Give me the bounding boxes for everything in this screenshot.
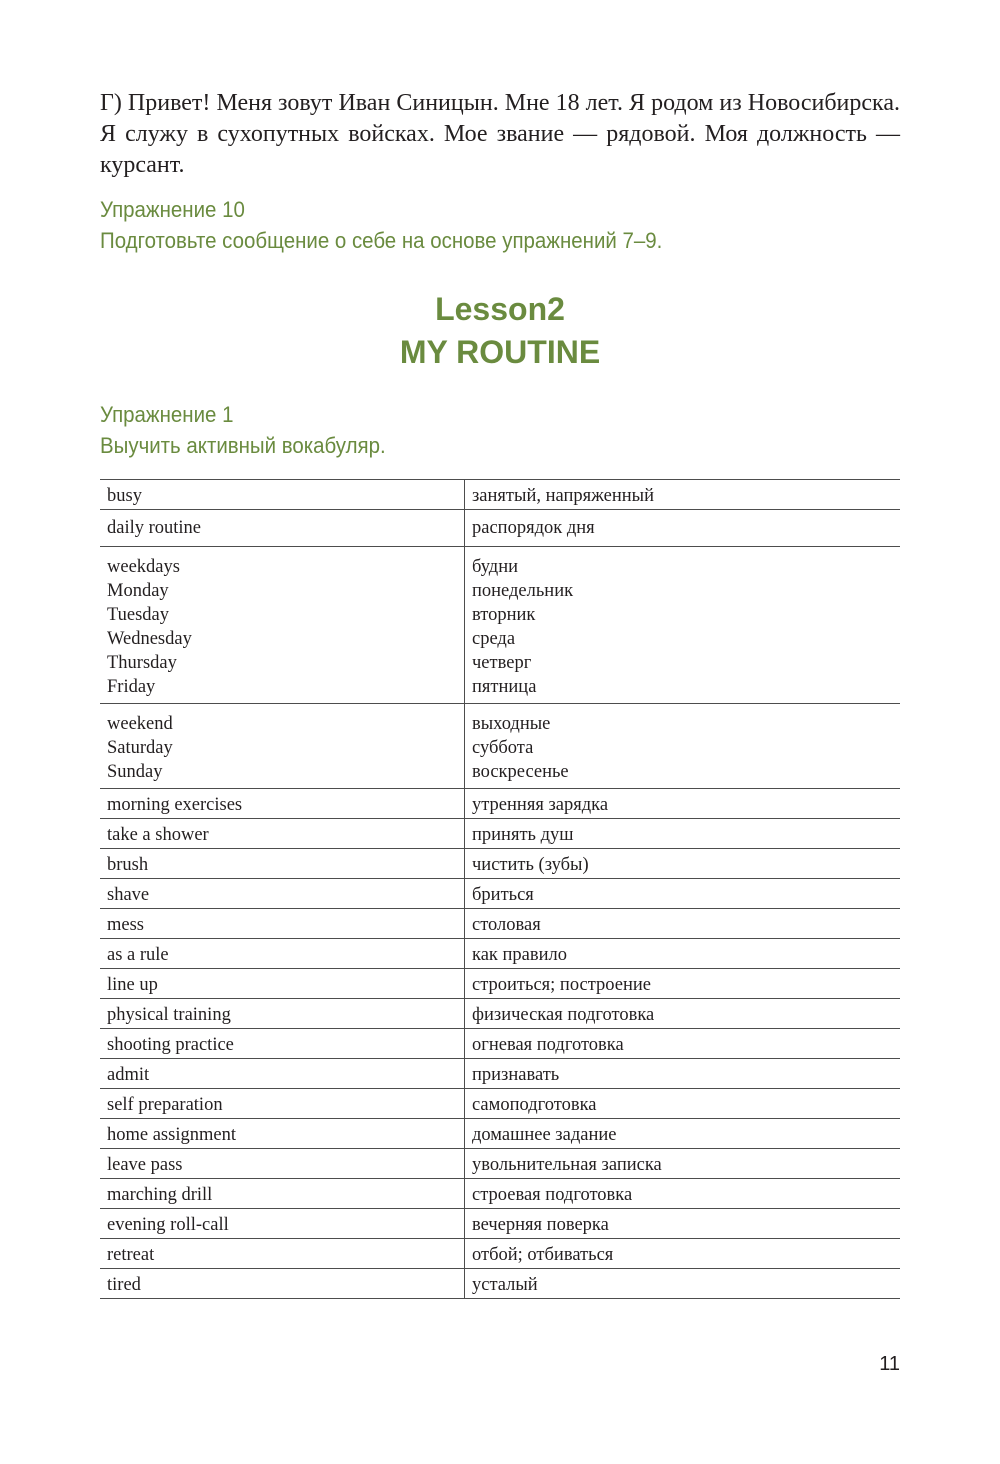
english-term: tired bbox=[107, 1275, 141, 1295]
english-term: Friday bbox=[107, 677, 156, 697]
russian-translation-cell bbox=[465, 1239, 901, 1269]
russian-translation: строевая подготовка bbox=[472, 1185, 633, 1205]
english-term-cell bbox=[100, 939, 465, 969]
vocabulary-row bbox=[100, 849, 900, 879]
russian-translation: домашнее задание bbox=[472, 1125, 617, 1145]
vocabulary-row bbox=[100, 1239, 900, 1269]
intro-paragraph: Г) Привет! Меня зовут Иван Синицын. Мне 18 лет. Я родом из Новосибирска. Я служу в сухопутных войсках. Мое звание — рядовой. Моя должность — курсант. bbox=[100, 90, 900, 178]
russian-translation: выходные bbox=[472, 714, 551, 734]
russian-translation: чистить (зубы) bbox=[472, 855, 589, 875]
exercise-1 bbox=[100, 399, 844, 461]
english-term-cell bbox=[100, 1179, 465, 1209]
russian-translation-cell bbox=[465, 789, 901, 819]
vocabulary-row bbox=[100, 1119, 900, 1149]
russian-translation-cell bbox=[465, 909, 901, 939]
russian-translation-cell bbox=[465, 1029, 901, 1059]
russian-translation-cell bbox=[465, 1209, 901, 1239]
russian-translation: будни bbox=[472, 557, 519, 577]
russian-translation: усталый bbox=[472, 1275, 538, 1295]
russian-translation: утренняя зарядка bbox=[472, 795, 609, 815]
vocabulary-row bbox=[100, 969, 900, 999]
english-term-cell bbox=[100, 909, 465, 939]
russian-translation: строиться; построение bbox=[472, 975, 652, 995]
vocabulary-row bbox=[100, 1029, 900, 1059]
english-term: Thursday bbox=[107, 653, 177, 673]
english-term: busy bbox=[107, 486, 142, 506]
russian-translation: физическая подготовка bbox=[472, 1005, 655, 1025]
russian-translation: принять душ bbox=[472, 825, 574, 845]
russian-translation: занятый, напряженный bbox=[472, 486, 655, 506]
english-term-cell bbox=[100, 704, 465, 789]
english-term: line up bbox=[107, 975, 158, 995]
russian-translation-cell bbox=[465, 969, 901, 999]
russian-translation: воскресенье bbox=[472, 762, 569, 782]
russian-translation: понедельник bbox=[472, 581, 574, 601]
vocabulary-row bbox=[100, 704, 900, 789]
russian-translation-cell bbox=[465, 1149, 901, 1179]
russian-translation-cell bbox=[465, 1089, 901, 1119]
russian-translation-cell bbox=[465, 480, 901, 510]
lesson-title: Lesson2 bbox=[435, 291, 565, 327]
russian-translation-cell bbox=[465, 849, 901, 879]
english-term: as a rule bbox=[107, 945, 169, 965]
russian-translation-cell bbox=[465, 547, 901, 704]
english-term-cell bbox=[100, 1089, 465, 1119]
russian-translation: вечерняя поверка bbox=[472, 1215, 609, 1235]
english-term-cell bbox=[100, 789, 465, 819]
russian-translation: бриться bbox=[472, 885, 534, 905]
english-term-cell bbox=[100, 1119, 465, 1149]
exercise-1-instruction: Выучить активный вокабуляр. bbox=[100, 433, 386, 458]
vocabulary-row bbox=[100, 1269, 900, 1299]
english-term: physical training bbox=[107, 1005, 231, 1025]
english-term: Tuesday bbox=[107, 605, 170, 625]
english-term: daily routine bbox=[107, 518, 202, 538]
russian-translation-cell bbox=[465, 1059, 901, 1089]
russian-translation-cell bbox=[465, 999, 901, 1029]
russian-translation: суббота bbox=[472, 738, 534, 758]
russian-translation: отбой; отбиваться bbox=[472, 1245, 614, 1265]
english-term: retreat bbox=[107, 1245, 155, 1265]
vocabulary-row bbox=[100, 999, 900, 1029]
russian-translation-cell bbox=[465, 939, 901, 969]
english-term: take a shower bbox=[107, 825, 209, 845]
exercise-10 bbox=[100, 194, 844, 256]
english-term-cell bbox=[100, 969, 465, 999]
russian-translation: увольнительная записка bbox=[472, 1155, 662, 1175]
english-term-cell bbox=[100, 1269, 465, 1299]
english-term: home assignment bbox=[107, 1125, 236, 1145]
russian-translation-cell bbox=[465, 1119, 901, 1149]
russian-translation: признавать bbox=[472, 1065, 560, 1085]
english-term-cell bbox=[100, 480, 465, 510]
english-term: evening roll-call bbox=[107, 1215, 229, 1235]
vocabulary-row bbox=[100, 480, 900, 510]
vocabulary-table bbox=[100, 479, 900, 1299]
english-term-cell bbox=[100, 510, 465, 547]
english-term-cell bbox=[100, 1029, 465, 1059]
english-term: admit bbox=[107, 1065, 150, 1085]
english-term-cell bbox=[100, 1059, 465, 1089]
lesson-subtitle: MY ROUTINE bbox=[399, 334, 601, 370]
vocabulary-row bbox=[100, 1179, 900, 1209]
russian-translation-cell bbox=[465, 879, 901, 909]
russian-translation-cell bbox=[465, 1179, 901, 1209]
english-term: shooting practice bbox=[107, 1035, 234, 1055]
russian-translation-cell bbox=[465, 819, 901, 849]
russian-translation: среда bbox=[472, 629, 516, 649]
english-term-cell bbox=[100, 1239, 465, 1269]
english-term-cell bbox=[100, 1149, 465, 1179]
english-term: Monday bbox=[107, 581, 169, 601]
vocabulary-row bbox=[100, 789, 900, 819]
russian-translation: как правило bbox=[472, 945, 568, 965]
english-term: mess bbox=[107, 915, 144, 935]
vocabulary-table-body bbox=[100, 480, 900, 1299]
english-term-cell bbox=[100, 849, 465, 879]
english-term: Saturday bbox=[107, 738, 173, 758]
english-term-cell bbox=[100, 879, 465, 909]
english-term: brush bbox=[107, 855, 149, 875]
vocabulary-row bbox=[100, 1209, 900, 1239]
english-term: weekdays bbox=[107, 557, 180, 577]
russian-translation: пятница bbox=[472, 677, 537, 697]
english-term: marching drill bbox=[107, 1185, 213, 1205]
vocabulary-row bbox=[100, 547, 900, 704]
vocabulary-row bbox=[100, 510, 900, 547]
russian-translation-cell bbox=[465, 1269, 901, 1299]
russian-translation-cell bbox=[465, 704, 901, 789]
english-term-cell bbox=[100, 999, 465, 1029]
russian-translation: самоподготовка bbox=[472, 1095, 597, 1115]
english-term: shave bbox=[107, 885, 150, 905]
vocabulary-row bbox=[100, 819, 900, 849]
vocabulary-row bbox=[100, 1089, 900, 1119]
vocabulary-row bbox=[100, 939, 900, 969]
russian-translation: вторник bbox=[472, 605, 536, 625]
page-number: 11 bbox=[879, 1353, 900, 1375]
russian-translation: распорядок дня bbox=[472, 518, 595, 538]
exercise-10-title: Упражнение 10 bbox=[100, 197, 245, 222]
english-term-cell bbox=[100, 1209, 465, 1239]
english-term: weekend bbox=[107, 714, 173, 734]
english-term-cell bbox=[100, 819, 465, 849]
vocabulary-row bbox=[100, 1059, 900, 1089]
vocabulary-row bbox=[100, 909, 900, 939]
russian-translation-cell bbox=[465, 510, 901, 547]
english-term: Wednesday bbox=[107, 629, 192, 649]
vocabulary-row bbox=[100, 879, 900, 909]
english-term: self preparation bbox=[107, 1095, 223, 1115]
exercise-10-instruction: Подготовьте сообщение о себе на основе упражнений 7–9. bbox=[100, 228, 663, 253]
russian-translation: огневая подготовка bbox=[472, 1035, 624, 1055]
exercise-1-title: Упражнение 1 bbox=[100, 402, 234, 427]
russian-translation: столовая bbox=[472, 915, 541, 935]
english-term: leave pass bbox=[107, 1155, 183, 1175]
english-term: Sunday bbox=[107, 762, 163, 782]
russian-translation: четверг bbox=[472, 653, 532, 673]
english-term: morning exercises bbox=[107, 795, 243, 815]
vocabulary-row bbox=[100, 1149, 900, 1179]
english-term-cell bbox=[100, 547, 465, 704]
